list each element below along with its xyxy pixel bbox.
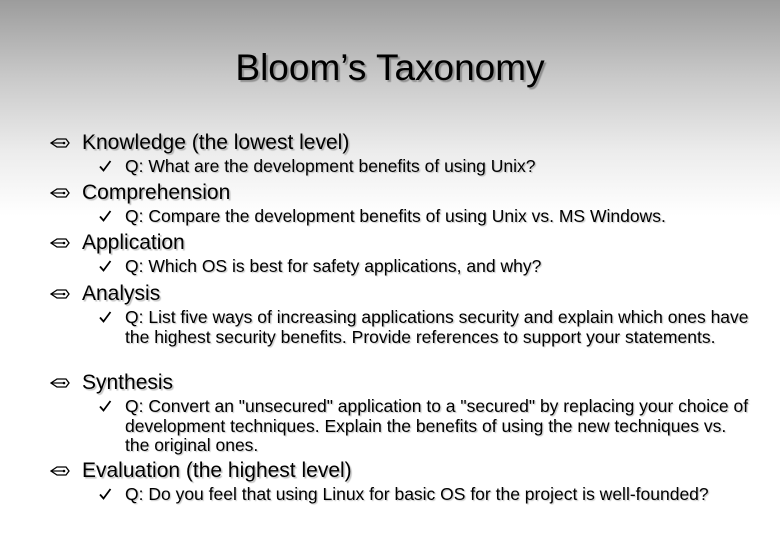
checkmark-icon — [98, 310, 112, 324]
pen-nib-icon — [50, 375, 70, 391]
taxonomy-item-synthesis — [50, 371, 770, 456]
pen-nib-icon — [50, 286, 70, 302]
item-heading: Comprehension — [82, 181, 231, 204]
item-heading: Synthesis — [82, 371, 174, 394]
item-question: Q: Which OS is best for safety applications, and why? — [125, 256, 542, 276]
pen-nib-icon — [50, 185, 70, 201]
item-heading: Application — [82, 231, 185, 254]
slide-title: Bloom’s Taxonomy — [235, 47, 545, 88]
item-heading: Evaluation (the highest level) — [82, 459, 352, 482]
taxonomy-item-knowledge — [50, 131, 770, 177]
checkmark-icon — [98, 159, 112, 173]
taxonomy-item-application — [50, 231, 770, 277]
item-heading: Analysis — [82, 282, 161, 305]
taxonomy-item-analysis — [50, 282, 770, 347]
taxonomy-item-comprehension — [50, 181, 770, 227]
item-question: Q: List five ways of increasing applications security and explain which ones have the highest security benefits. Provide references to support your statements. — [125, 307, 749, 347]
item-heading: Knowledge (the lowest level) — [82, 131, 350, 154]
taxonomy-item-evaluation — [50, 459, 770, 505]
checkmark-icon — [98, 259, 112, 273]
pen-nib-icon — [50, 463, 70, 479]
item-question: Q: Compare the development benefits of using Unix vs. MS Windows. — [125, 206, 666, 226]
checkmark-icon — [98, 399, 112, 413]
item-question: Q: What are the development benefits of using Unix? — [125, 156, 536, 176]
pen-nib-icon — [50, 135, 70, 151]
item-question: Q: Do you feel that using Linux for basic OS for the project is well-founded? — [125, 484, 709, 504]
checkmark-icon — [98, 487, 112, 501]
pen-nib-icon — [50, 235, 70, 251]
checkmark-icon — [98, 209, 112, 223]
item-question: Q: Convert an "unsecured" application to a "secured" by replacing your choice of development techniques. Explain the benefits of using the new techniques vs. the original ones. — [125, 396, 749, 455]
